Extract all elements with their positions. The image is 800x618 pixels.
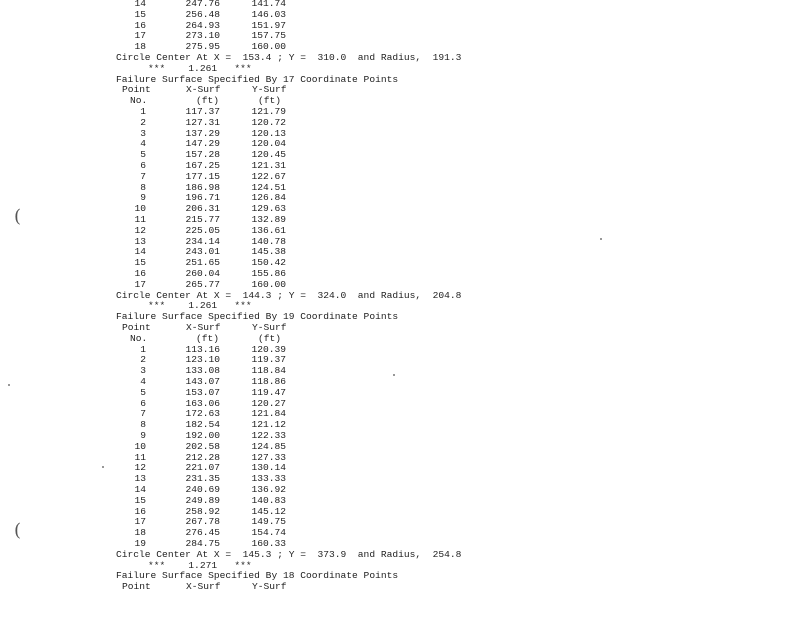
y-surf-value: 160.33 bbox=[251, 538, 286, 549]
x-surf-value: 231.35 bbox=[185, 473, 220, 485]
x-surf-value: 215.77 bbox=[185, 214, 220, 225]
x-surf-value: 206.31 bbox=[185, 203, 220, 215]
x-surf-value: 247.76 bbox=[185, 0, 220, 9]
y-surf-value: 151.97 bbox=[251, 19, 286, 31]
y-surf-value: 129.63 bbox=[251, 203, 286, 215]
y-surf-value: 119.47 bbox=[251, 386, 286, 398]
column-header: Y-Surf bbox=[252, 322, 287, 333]
x-surf-value: 153.07 bbox=[185, 386, 220, 398]
x-surf-value: 157.28 bbox=[185, 149, 220, 161]
x-surf-value: 117.37 bbox=[185, 106, 220, 117]
y-surf-value: 120.39 bbox=[251, 343, 286, 355]
point-number: 3 bbox=[140, 127, 146, 139]
x-surf-value: 123.10 bbox=[185, 354, 220, 366]
failure-surface-title: Failure Surface Specified By 17 Coordinate Points bbox=[116, 73, 399, 85]
point-number: 16 bbox=[134, 19, 146, 31]
column-units: (ft) bbox=[258, 95, 282, 107]
x-surf-value: 258.92 bbox=[185, 505, 220, 517]
y-surf-value: 120.45 bbox=[251, 149, 286, 161]
y-surf-value: 122.67 bbox=[251, 170, 286, 182]
y-surf-value: 157.75 bbox=[251, 30, 286, 42]
column-header: X-Surf bbox=[186, 322, 221, 333]
y-surf-value: 119.37 bbox=[251, 354, 286, 366]
column-header: Y-Surf bbox=[252, 84, 287, 96]
point-number: 9 bbox=[140, 192, 146, 204]
y-surf-value: 120.72 bbox=[251, 116, 286, 128]
x-surf-value: 196.71 bbox=[185, 192, 220, 204]
column-units: (ft) bbox=[258, 332, 282, 344]
scan-speck bbox=[102, 466, 104, 468]
point-number: 2 bbox=[140, 116, 146, 128]
x-surf-value: 225.05 bbox=[185, 224, 220, 236]
point-number: 17 bbox=[134, 516, 146, 528]
x-surf-value: 221.07 bbox=[185, 462, 220, 474]
y-surf-value: 124.51 bbox=[251, 181, 286, 193]
y-surf-value: 145.12 bbox=[251, 505, 286, 517]
y-surf-value: 141.74 bbox=[251, 0, 286, 9]
x-surf-value: 243.01 bbox=[185, 246, 220, 258]
point-number: 14 bbox=[134, 0, 146, 9]
failure-surface-title: Failure Surface Specified By 18 Coordinate Points bbox=[116, 570, 399, 582]
y-surf-value: 121.31 bbox=[251, 160, 286, 171]
y-surf-value: 121.79 bbox=[251, 106, 286, 117]
point-number: 3 bbox=[140, 365, 146, 377]
y-surf-value: 118.86 bbox=[251, 376, 286, 387]
point-number: 8 bbox=[140, 181, 146, 193]
point-number: 10 bbox=[134, 440, 146, 452]
point-number: 18 bbox=[134, 41, 146, 53]
x-surf-value: 133.08 bbox=[185, 365, 220, 377]
x-surf-value: 267.78 bbox=[185, 516, 220, 528]
scan-speck bbox=[8, 384, 10, 386]
x-surf-value: 249.89 bbox=[185, 494, 220, 506]
point-number: 13 bbox=[134, 235, 146, 247]
column-header: Y-Surf bbox=[252, 581, 287, 593]
point-number: 12 bbox=[134, 224, 146, 236]
x-surf-value: 284.75 bbox=[185, 538, 220, 549]
point-number: 9 bbox=[140, 430, 146, 441]
point-number: 17 bbox=[134, 278, 146, 290]
x-surf-value: 186.98 bbox=[185, 181, 220, 193]
point-number: 16 bbox=[134, 268, 146, 279]
x-surf-value: 275.95 bbox=[185, 41, 220, 53]
y-surf-value: 127.33 bbox=[251, 451, 286, 463]
y-surf-value: 133.33 bbox=[251, 473, 286, 485]
y-surf-value: 136.92 bbox=[251, 484, 286, 495]
scan-artifact-bracket: ( bbox=[14, 520, 22, 541]
point-number: 4 bbox=[140, 138, 146, 150]
x-surf-value: 172.63 bbox=[185, 408, 220, 420]
x-surf-value: 182.54 bbox=[185, 419, 220, 431]
failure-surface-title: Failure Surface Specified By 19 Coordinate Points bbox=[116, 311, 399, 323]
y-surf-value: 136.61 bbox=[251, 224, 286, 236]
point-number: 14 bbox=[134, 484, 146, 495]
x-surf-value: 113.16 bbox=[185, 343, 220, 355]
y-surf-value: 122.33 bbox=[251, 430, 286, 441]
point-number: 17 bbox=[134, 30, 146, 42]
y-surf-value: 120.04 bbox=[251, 138, 286, 150]
x-surf-value: 143.07 bbox=[185, 376, 220, 387]
point-number: 2 bbox=[140, 354, 146, 366]
point-number: 19 bbox=[134, 538, 146, 549]
x-surf-value: 167.25 bbox=[185, 160, 220, 171]
y-surf-value: 132.89 bbox=[251, 214, 286, 225]
x-surf-value: 147.29 bbox=[185, 138, 220, 150]
y-surf-value: 146.03 bbox=[251, 8, 286, 20]
y-surf-value: 140.78 bbox=[251, 235, 286, 247]
column-units: No. bbox=[130, 95, 148, 107]
x-surf-value: 163.06 bbox=[185, 397, 220, 409]
column-header: X-Surf bbox=[186, 581, 221, 593]
point-number: 15 bbox=[134, 257, 146, 269]
y-surf-value: 126.84 bbox=[251, 192, 286, 204]
column-units: (ft) bbox=[196, 95, 220, 107]
y-surf-value: 118.84 bbox=[251, 365, 286, 377]
x-surf-value: 265.77 bbox=[185, 278, 220, 290]
column-header: Point bbox=[122, 322, 151, 333]
x-surf-value: 137.29 bbox=[185, 127, 220, 139]
point-number: 16 bbox=[134, 505, 146, 517]
point-number: 10 bbox=[134, 203, 146, 215]
point-number: 15 bbox=[134, 494, 146, 506]
x-surf-value: 212.28 bbox=[185, 451, 220, 463]
point-number: 15 bbox=[134, 8, 146, 20]
x-surf-value: 251.65 bbox=[185, 257, 220, 269]
point-number: 11 bbox=[134, 214, 146, 225]
y-surf-value: 155.86 bbox=[251, 268, 286, 279]
point-number: 1 bbox=[140, 106, 146, 117]
x-surf-value: 192.00 bbox=[185, 430, 220, 441]
point-number: 13 bbox=[134, 473, 146, 485]
y-surf-value: 149.75 bbox=[251, 516, 286, 528]
circle-center-line: Circle Center At X = 153.4 ; Y = 310.0 and Radius, 191.3 bbox=[116, 52, 462, 63]
factor-of-safety-line: *** 1.261 *** bbox=[148, 62, 252, 74]
circle-center-line: Circle Center At X = 144.3 ; Y = 324.0 and Radius, 204.8 bbox=[116, 289, 462, 301]
y-surf-value: 121.12 bbox=[251, 419, 286, 431]
column-header: Point bbox=[122, 581, 151, 593]
y-surf-value: 150.42 bbox=[251, 257, 286, 269]
scan-speck bbox=[600, 238, 602, 240]
point-number: 7 bbox=[140, 408, 146, 420]
x-surf-value: 127.31 bbox=[185, 116, 220, 128]
y-surf-value: 154.74 bbox=[251, 527, 286, 539]
column-header: Point bbox=[122, 84, 151, 96]
point-number: 5 bbox=[140, 149, 146, 161]
column-units: (ft) bbox=[196, 332, 220, 344]
x-surf-value: 273.10 bbox=[185, 30, 220, 42]
x-surf-value: 177.15 bbox=[185, 170, 220, 182]
point-number: 14 bbox=[134, 246, 146, 258]
point-number: 1 bbox=[140, 343, 146, 355]
column-units: No. bbox=[130, 332, 148, 344]
y-surf-value: 145.38 bbox=[251, 246, 286, 258]
y-surf-value: 121.84 bbox=[251, 408, 286, 420]
y-surf-value: 120.13 bbox=[251, 127, 286, 139]
x-surf-value: 234.14 bbox=[185, 235, 220, 247]
x-surf-value: 264.93 bbox=[185, 19, 220, 31]
point-number: 5 bbox=[140, 386, 146, 398]
y-surf-value: 124.85 bbox=[251, 440, 286, 452]
y-surf-value: 140.83 bbox=[251, 494, 286, 506]
point-number: 12 bbox=[134, 462, 146, 474]
point-number: 7 bbox=[140, 170, 146, 182]
point-number: 11 bbox=[134, 451, 146, 463]
factor-of-safety-line: *** 1.261 *** bbox=[148, 300, 252, 312]
column-header: X-Surf bbox=[186, 84, 221, 96]
point-number: 6 bbox=[140, 160, 146, 171]
x-surf-value: 276.45 bbox=[185, 527, 220, 539]
factor-of-safety-line: *** 1.271 *** bbox=[148, 559, 252, 571]
point-number: 6 bbox=[140, 397, 146, 409]
scan-artifact-bracket: ( bbox=[14, 206, 22, 227]
y-surf-value: 120.27 bbox=[251, 397, 286, 409]
y-surf-value: 160.00 bbox=[251, 41, 286, 53]
x-surf-value: 240.69 bbox=[185, 484, 220, 495]
x-surf-value: 202.58 bbox=[185, 440, 220, 452]
y-surf-value: 130.14 bbox=[251, 462, 286, 474]
y-surf-value: 160.00 bbox=[251, 278, 286, 290]
point-number: 8 bbox=[140, 419, 146, 431]
scan-speck bbox=[393, 374, 395, 376]
x-surf-value: 256.48 bbox=[185, 8, 220, 20]
x-surf-value: 260.04 bbox=[185, 268, 220, 279]
point-number: 18 bbox=[134, 527, 146, 539]
point-number: 4 bbox=[140, 376, 146, 387]
circle-center-line: Circle Center At X = 145.3 ; Y = 373.9 and Radius, 254.8 bbox=[116, 548, 462, 560]
